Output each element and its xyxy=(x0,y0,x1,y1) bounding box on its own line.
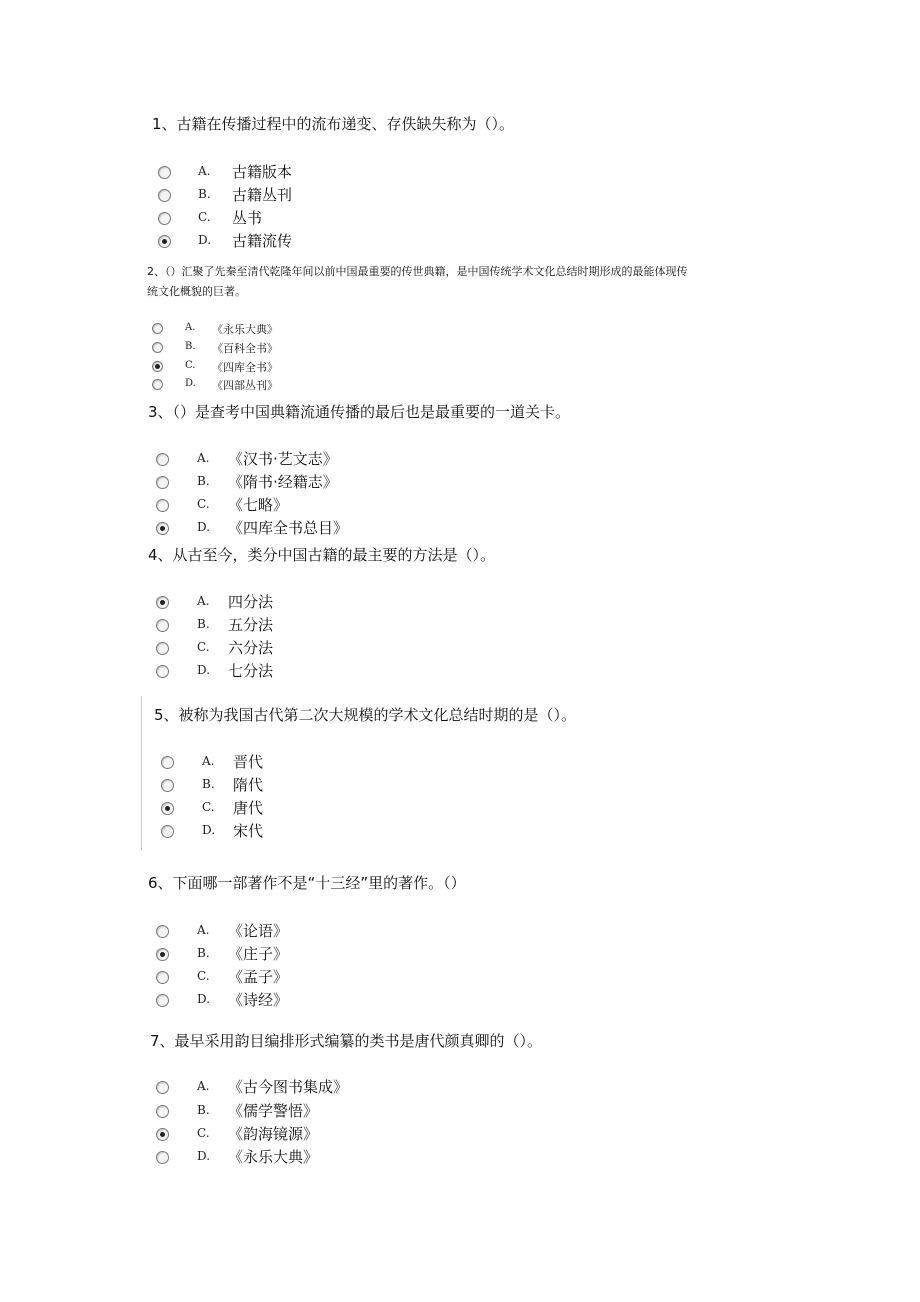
question-1-text xyxy=(152,113,514,134)
radio-button[interactable] xyxy=(156,925,169,938)
radio-button[interactable] xyxy=(156,619,169,632)
radio-button[interactable] xyxy=(158,166,171,179)
radio-button[interactable] xyxy=(156,642,169,655)
option-label: 《七略》 xyxy=(228,496,289,514)
option-label: 《孟子》 xyxy=(228,968,289,986)
question-7-text xyxy=(150,1030,542,1051)
option-label: 《永乐大典》 xyxy=(228,1148,319,1166)
question-stem-line1: （）汇聚了先秦至清代乾隆年间以前中国最重要的传世典籍，是中国传统学术文化总结时期形成的最能体现传 xyxy=(165,265,688,278)
option-label: 《诗经》 xyxy=(228,991,289,1009)
radio-button[interactable] xyxy=(158,189,171,202)
option-label: 宋代 xyxy=(233,822,264,840)
option-label: 《论语》 xyxy=(228,922,289,940)
option-letter: C. xyxy=(197,640,210,654)
option-label: 《儒学警悟》 xyxy=(228,1102,319,1120)
option-label: 《百科全书》 xyxy=(212,342,278,355)
question-number: 3、 xyxy=(148,403,173,421)
question-3-text xyxy=(148,401,570,422)
option-letter: A. xyxy=(197,923,210,937)
radio-button[interactable] xyxy=(156,665,169,678)
option-letter: D. xyxy=(198,233,212,247)
question-number: 2、 xyxy=(147,265,165,278)
radio-button[interactable] xyxy=(152,323,163,334)
option-letter: D. xyxy=(202,823,216,837)
option-letter: C. xyxy=(197,497,210,511)
option-letter: D. xyxy=(197,1149,211,1163)
radio-button-selected[interactable] xyxy=(158,235,171,248)
radio-button-selected[interactable] xyxy=(161,802,174,815)
question-number: 1、 xyxy=(152,115,177,133)
option-letter: A. xyxy=(202,754,215,768)
question-stem: 被称为我国古代第二次大规模的学术文化总结时期的是（）。 xyxy=(178,706,577,724)
radio-button[interactable] xyxy=(152,342,163,353)
option-label: 《四库全书》 xyxy=(212,361,278,374)
radio-button[interactable] xyxy=(156,476,169,489)
radio-button-selected[interactable] xyxy=(156,1128,169,1141)
option-label: 《古今图书集成》 xyxy=(228,1078,349,1096)
option-letter: C. xyxy=(185,360,196,371)
question-2-text xyxy=(147,263,688,279)
option-letter: A. xyxy=(197,594,210,608)
radio-button[interactable] xyxy=(161,779,174,792)
option-label: 《庄子》 xyxy=(228,945,289,963)
option-letter: D. xyxy=(185,378,196,389)
option-letter: B. xyxy=(198,187,211,201)
option-label: 古籍流传 xyxy=(232,232,293,250)
radio-button-selected[interactable] xyxy=(156,948,169,961)
question-number: 6、 xyxy=(148,874,173,892)
question-stem: 从古至今，类分中国古籍的最主要的方法是（）。 xyxy=(172,546,496,564)
question-6-text xyxy=(148,872,466,893)
option-letter: A. xyxy=(185,322,196,333)
option-letter: C. xyxy=(198,210,211,224)
question-stem-line2: 统文化概貌的巨著。 xyxy=(147,285,246,298)
option-letter: D. xyxy=(197,520,211,534)
option-letter: C. xyxy=(197,969,210,983)
option-label: 《汉书·艺文志》 xyxy=(228,450,338,468)
option-label: 古籍丛刊 xyxy=(232,186,293,204)
question-number: 7、 xyxy=(150,1032,175,1050)
radio-button[interactable] xyxy=(156,453,169,466)
radio-button[interactable] xyxy=(156,971,169,984)
radio-button[interactable] xyxy=(156,1151,169,1164)
option-label: 晋代 xyxy=(233,753,264,771)
radio-button-selected[interactable] xyxy=(152,361,163,372)
option-label: 丛书 xyxy=(232,209,263,227)
question-2-text-cont xyxy=(147,283,246,299)
option-label: 《隋书·经籍志》 xyxy=(228,473,338,491)
question-stem: 古籍在传播过程中的流布递变、存佚缺失称为（）。 xyxy=(176,115,515,133)
option-label: 《四库全书总目》 xyxy=(228,519,349,537)
radio-button[interactable] xyxy=(161,825,174,838)
question-4-text xyxy=(148,544,495,565)
option-label: 《韵海镜源》 xyxy=(228,1125,319,1143)
option-label: 《四部丛刊》 xyxy=(212,379,278,392)
option-label: 六分法 xyxy=(228,639,274,657)
option-letter: A. xyxy=(197,1079,210,1093)
option-letter: C. xyxy=(197,1126,210,1140)
section-divider xyxy=(141,696,142,850)
option-letter: C. xyxy=(202,800,215,814)
question-stem: 下面哪一部著作不是“十三经”里的著作。（） xyxy=(172,874,466,892)
radio-button[interactable] xyxy=(152,379,163,390)
radio-button[interactable] xyxy=(156,994,169,1007)
option-letter: D. xyxy=(197,663,211,677)
radio-button-selected[interactable] xyxy=(156,522,169,535)
radio-button[interactable] xyxy=(161,756,174,769)
radio-button[interactable] xyxy=(156,1081,169,1094)
radio-button-selected[interactable] xyxy=(156,596,169,609)
radio-button[interactable] xyxy=(158,212,171,225)
option-letter: A. xyxy=(198,164,211,178)
option-label: 古籍版本 xyxy=(232,163,293,181)
option-letter: B. xyxy=(197,1103,210,1117)
question-5-text xyxy=(154,704,576,725)
option-letter: B. xyxy=(197,946,210,960)
option-letter: B. xyxy=(185,341,196,352)
option-label: 四分法 xyxy=(228,593,274,611)
option-letter: B. xyxy=(197,474,210,488)
option-letter: B. xyxy=(202,777,215,791)
radio-button[interactable] xyxy=(156,499,169,512)
option-letter: D. xyxy=(197,992,211,1006)
option-letter: B. xyxy=(197,617,210,631)
option-label: 《永乐大典》 xyxy=(212,323,278,336)
option-letter: A. xyxy=(197,451,210,465)
radio-button[interactable] xyxy=(156,1105,169,1118)
question-number: 4、 xyxy=(148,546,173,564)
option-label: 五分法 xyxy=(228,616,274,634)
option-label: 唐代 xyxy=(233,799,264,817)
question-stem: （）是查考中国典籍流通传播的最后也是最重要的一道关卡。 xyxy=(172,403,571,421)
question-number: 5、 xyxy=(154,706,179,724)
option-label: 隋代 xyxy=(233,776,264,794)
question-stem: 最早采用韵目编排形式编纂的类书是唐代颜真卿的（）。 xyxy=(174,1032,543,1050)
option-label: 七分法 xyxy=(228,662,274,680)
